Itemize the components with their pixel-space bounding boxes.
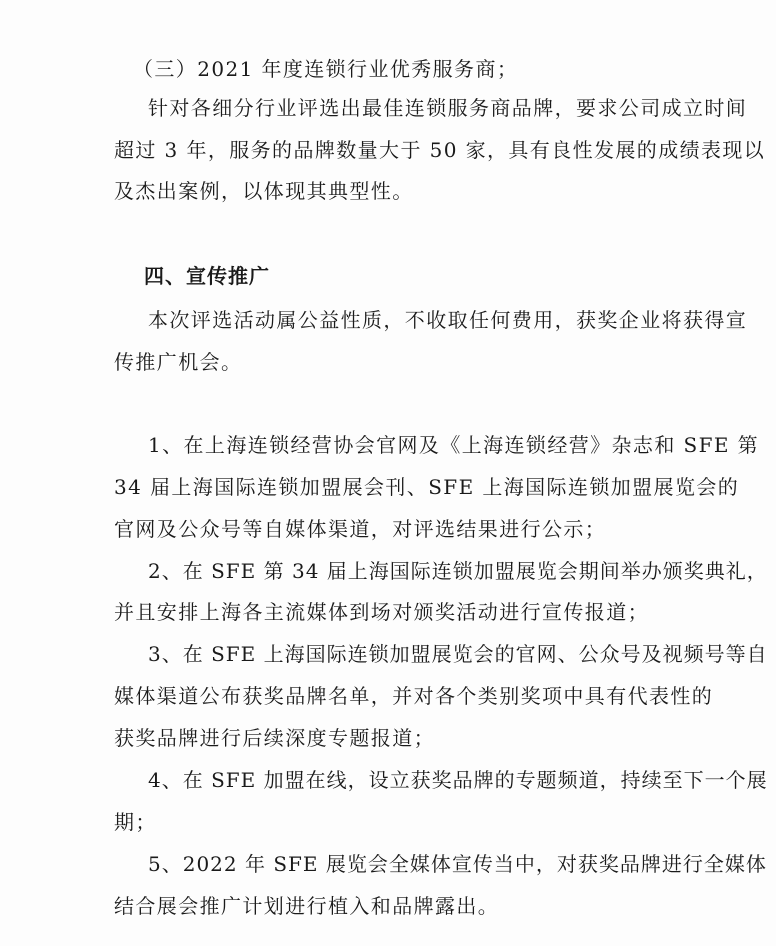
item-3-line-3: 获奖品牌进行后续深度专题报道；: [114, 726, 435, 750]
item-4-line-2: 期；: [114, 810, 157, 834]
item-3-line-1: 3、在 SFE 上海国际连锁加盟展览会的官网、公众号及视频号等自: [148, 642, 768, 666]
section4-intro-line-2: 传推广机会。: [114, 350, 243, 374]
item-1-line-1: 1、在上海连锁经营协会官网及《上海连锁经营》杂志和 SFE 第: [148, 433, 760, 457]
section4-heading: 四、宣传推广: [144, 264, 270, 288]
item-5-line-2: 结合展会推广计划进行植入和品牌露出。: [114, 894, 500, 918]
section3-line-2: 超过 3 年，服务的品牌数量大于 50 家，具有良性发展的成绩表现以: [114, 138, 766, 162]
section3-heading: （三）2021 年度连锁行业优秀服务商；: [133, 57, 519, 81]
item-2-line-2: 并且安排上海各主流媒体到场对颁奖活动进行宣传报道；: [114, 600, 649, 624]
item-1-line-2: 34 届上海国际连锁加盟展会刊、SFE 上海国际连锁加盟展览会的: [114, 475, 740, 499]
section3-line-1: 针对各细分行业评选出最佳连锁服务商品牌，要求公司成立时间: [148, 96, 748, 120]
section4-intro-line-1: 本次评选活动属公益性质，不收取任何费用，获奖企业将获得宣: [148, 308, 748, 332]
item-2-line-1: 2、在 SFE 第 34 届上海国际连锁加盟展览会期间举办颁奖典礼，: [148, 559, 768, 583]
item-4-line-1: 4、在 SFE 加盟在线，设立获奖品牌的专题频道，持续至下一个展: [148, 768, 768, 792]
item-1-line-3: 官网及公众号等自媒体渠道，对评选结果进行公示；: [114, 517, 607, 541]
item-3-line-2: 媒体渠道公布获奖品牌名单，并对各个类别奖项中具有代表性的: [114, 684, 714, 708]
item-5-line-1: 5、2022 年 SFE 展览会全媒体宣传当中，对获奖品牌进行全媒体: [148, 852, 767, 876]
section3-line-3: 及杰出案例，以体现其典型性。: [114, 179, 414, 203]
